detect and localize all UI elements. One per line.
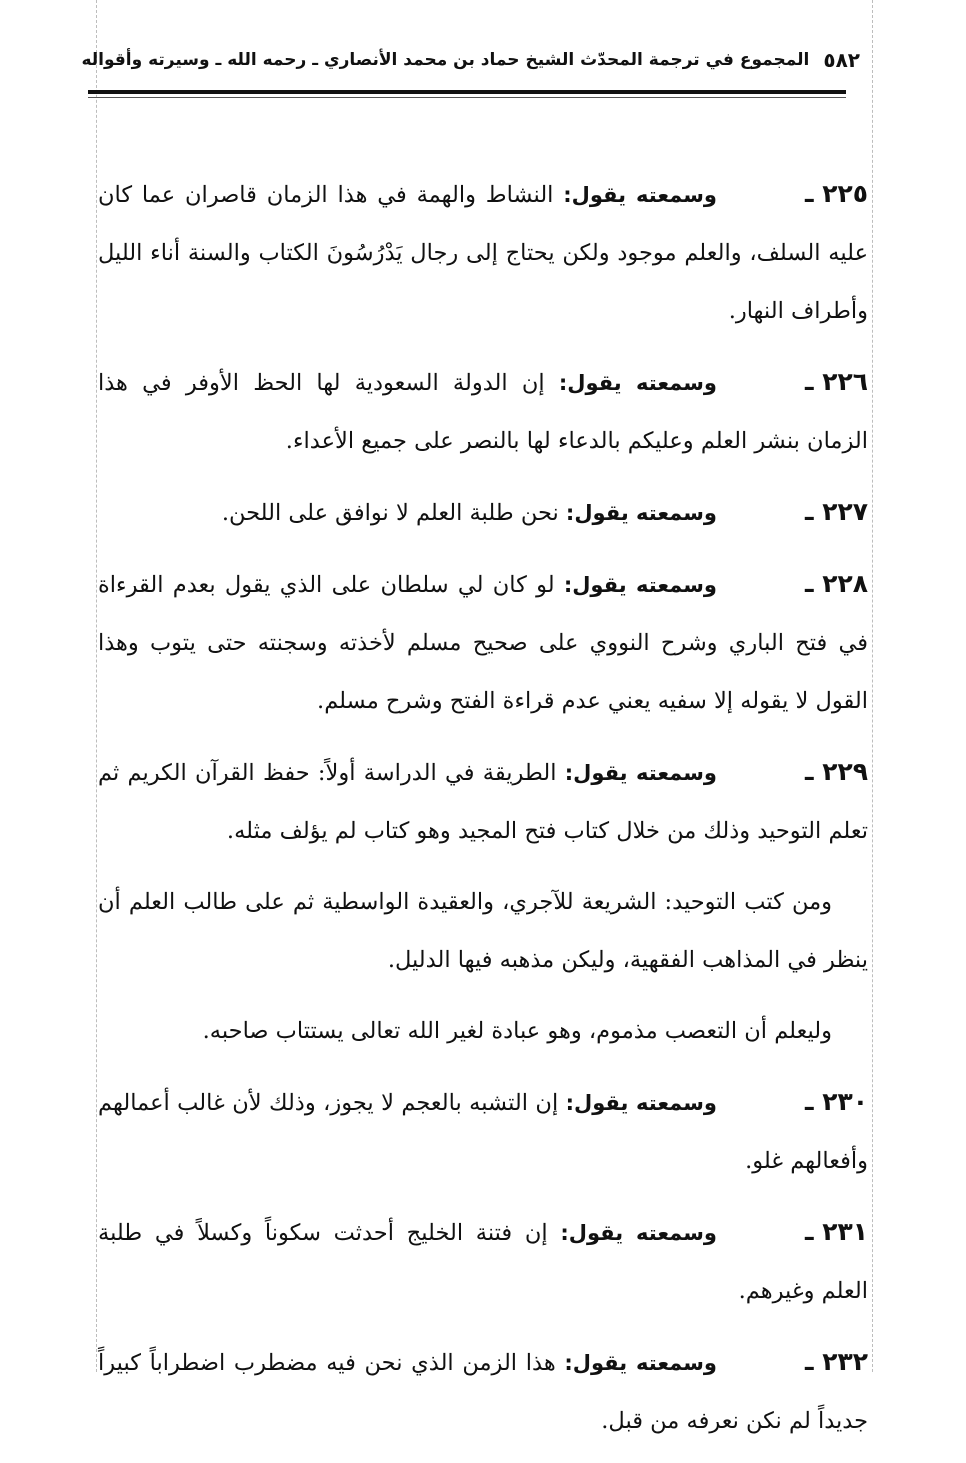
entry-text: الطريقة في الدراسة أولاً: حفظ القرآن الكريم ثم تعلم التوحيد وذلك من خلال كتاب فتح المجيد وهو كتاب لم يؤلف مثله.	[98, 760, 868, 844]
entry-number: ٢٣١ ـ	[804, 1217, 869, 1246]
header-title: المجموع في ترجمة المحدّث الشيخ حماد بن محمد الأنصاري ـ رحمه الله ـ وسيرته وأقواله	[81, 50, 810, 70]
saying-entry-228	[98, 555, 868, 730]
header-rule-thin	[88, 97, 846, 98]
entry-text: إن الدولة السعودية لها الحظ الأوفر في هذا الزمان بنشر العلم وعليكم بالدعاء لها بالنصر على جميع الأعداء.	[98, 370, 868, 454]
entry-lead: وسمعته يقول:	[560, 1221, 717, 1245]
entry-number: ٢٣٠ ـ	[804, 1087, 869, 1116]
paragraph-tawhid-books: ومن كتب التوحيد: الشريعة للآجري، والعقيدة الواسطية ثم على طالب العلم أن ينظر في المذاهب الفقهية، وليكن مذهبه فيها الدليل.	[98, 889, 868, 973]
entry-lead: وسمعته يقول:	[558, 371, 717, 395]
page-number: ٥٨٢	[823, 48, 860, 72]
entry-lead: وسمعته يقول:	[564, 761, 717, 785]
entry-number: ٢٢٧ ـ	[804, 497, 868, 526]
running-header	[81, 40, 860, 80]
entry-number: ٢٢٩ ـ	[804, 757, 868, 786]
saying-entry-226	[98, 353, 868, 470]
entry-text: إن التشبه بالعجم لا يجوز، وذلك لأن غالب أعمالهم وأفعالهم غلو.	[98, 1090, 868, 1174]
header-rule	[88, 90, 846, 94]
entry-lead: وسمعته يقول:	[563, 183, 717, 207]
saying-entry-229	[98, 743, 868, 860]
entry-number: ٢٢٨ ـ	[804, 569, 868, 598]
entry-text: لو كان لي سلطان على الذي يقول بعدم القرءاة في فتح الباري وشرح النووي على صحيح مسلم لأخذته وسجنته حتى يتوب وهذا القول لا يقوله إلا سفيه يعني عدم قراءة الفتح وشرح مسلم.	[98, 572, 868, 714]
entry-lead: وسمعته يقول:	[563, 573, 717, 597]
saying-entry-225	[98, 165, 868, 340]
entry-lead: وسمعته يقول:	[565, 501, 717, 525]
scan-guide-left	[96, 0, 97, 1372]
entry-text: النشاط والهمة في هذا الزمان قاصران عما كان عليه السلف، والعلم موجود ولكن يحتاج إلى رجال يَدْرُسُونَ الكتاب والسنة أناء الليل وأطراف النهار.	[98, 182, 868, 324]
page-body	[98, 165, 868, 1463]
entry-text: هذا الزمن الذي نحن فيه مضطرب اضطراباً كبيراً جديداً لم نكن نعرفه من قبل.	[98, 1350, 868, 1434]
paragraph-fanaticism: وليعلم أن التعصب مذموم، وهو عبادة لغير الله تعالى يستتاب صاحبه.	[202, 1018, 832, 1044]
entry-number: ٢٢٦ ـ	[804, 367, 868, 396]
saying-entry-227	[98, 483, 868, 542]
entry-number: ٢٢٥ ـ	[804, 179, 869, 208]
saying-entry-232	[98, 1333, 868, 1450]
entry-text: إن فتنة الخليج أحدثت سكوناً وكسلاً في طلبة العلم وغيرهم.	[98, 1220, 868, 1304]
saying-entry-230	[98, 1073, 868, 1190]
entry-lead: وسمعته يقول:	[565, 1091, 717, 1115]
entry-lead: وسمعته يقول:	[564, 1351, 717, 1375]
saying-entry-231	[98, 1203, 868, 1320]
scan-guide-right	[872, 0, 873, 1372]
entry-text: نحن طلبة العلم لا نوافق على اللحن.	[221, 500, 566, 526]
entry-number: ٢٣٢ ـ	[804, 1347, 868, 1376]
